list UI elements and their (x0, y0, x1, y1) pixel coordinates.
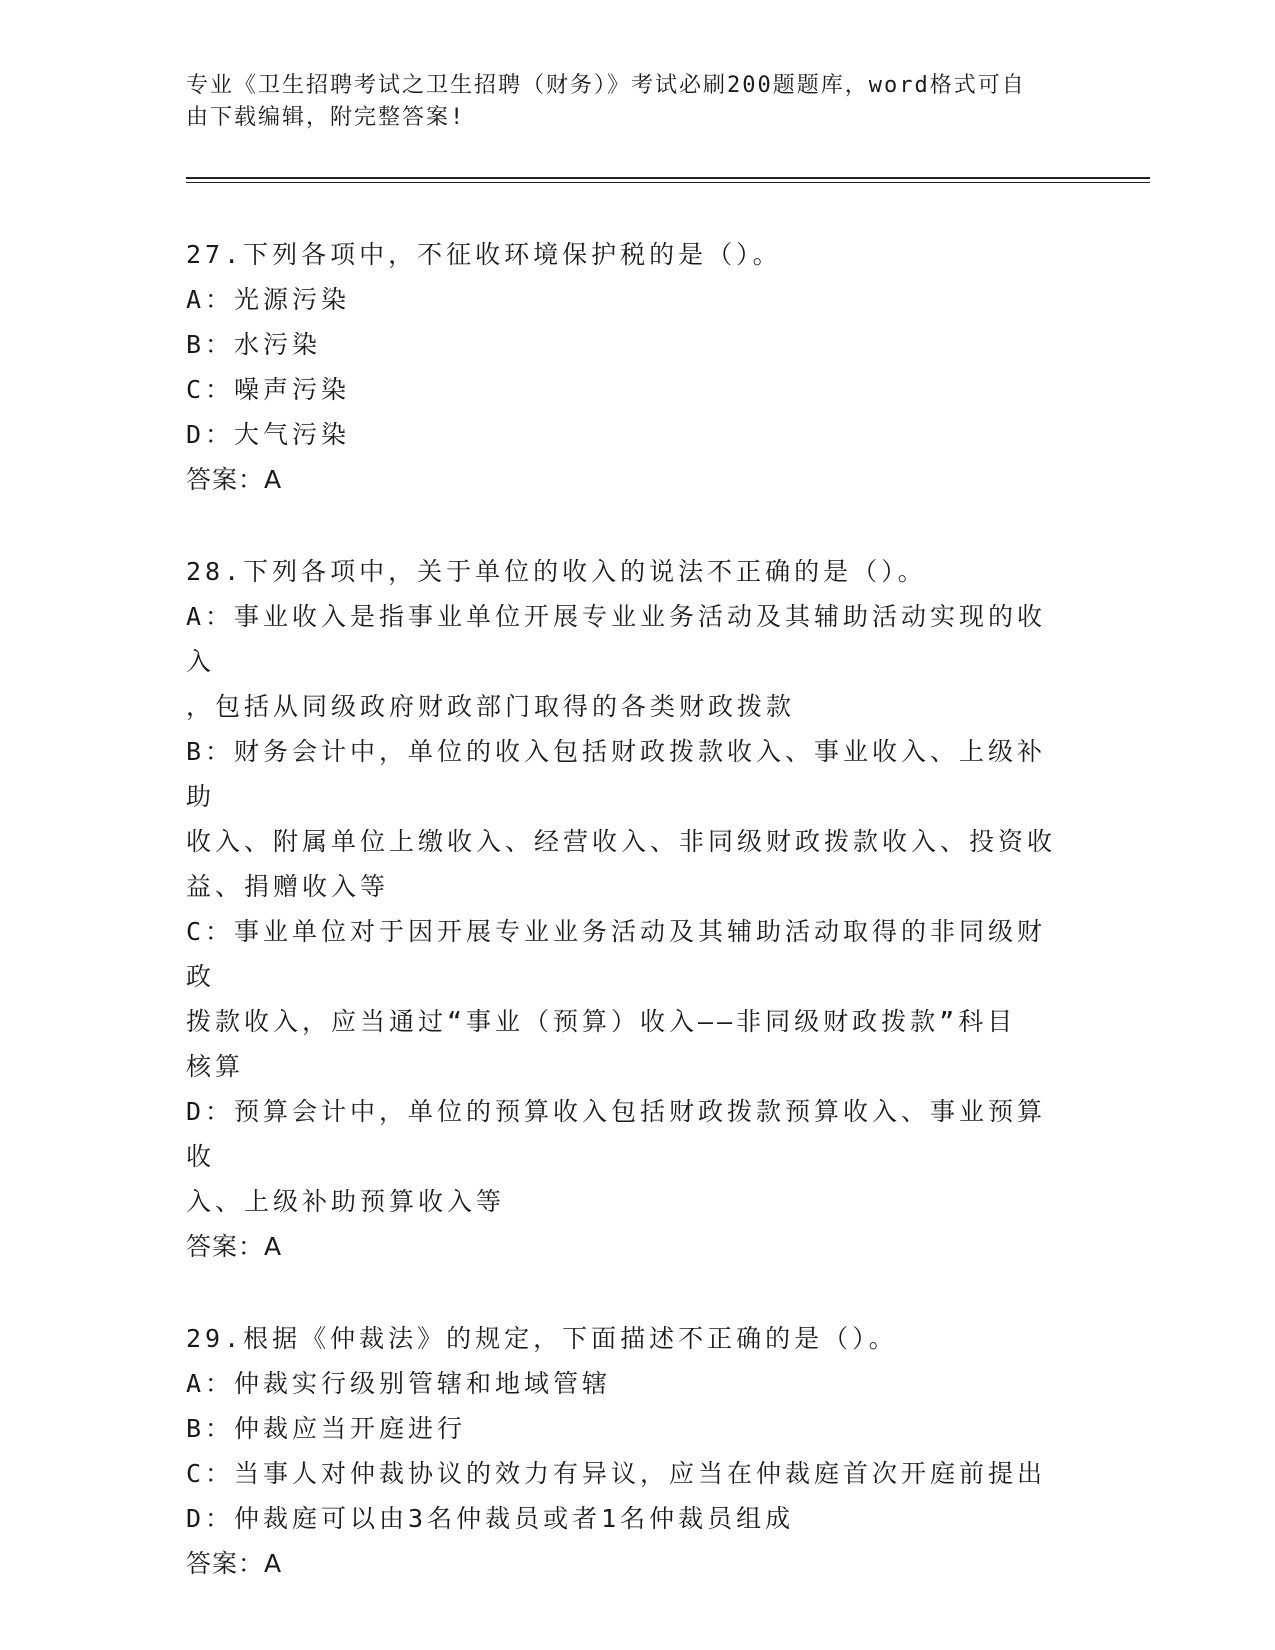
answer-text: 答案：A (186, 1549, 283, 1578)
option-d (186, 1496, 1066, 1541)
option-c (186, 909, 1066, 1089)
question-28 (186, 549, 1066, 1269)
option-line: 益、捐赠收入等 (186, 872, 390, 901)
option-b (186, 322, 1066, 367)
option-a (186, 277, 1066, 322)
option-line: D：仲裁庭可以由3名仲裁员或者1名仲裁员组成 (186, 1504, 795, 1533)
option-line: 收入、附属单位上缴收入、经营收入、非同级财政拨款收入、投资收 (186, 827, 1057, 856)
question-list (186, 232, 1066, 1633)
question-stem: 27.下列各项中，不征收环境保护税的是（）。 (186, 240, 782, 269)
option-a (186, 1361, 1066, 1406)
option-line: 拨款收入，应当通过“事业（预算）收入——非同级财政拨款”科目 (186, 1007, 1017, 1036)
option-line: ，包括从同级政府财政部门取得的各类财政拨款 (186, 692, 796, 721)
question-stem: 28.下列各项中，关于单位的收入的说法不正确的是（）。 (186, 557, 927, 586)
option-a (186, 594, 1066, 729)
header-divider-thin (186, 182, 1150, 183)
option-line: A：仲裁实行级别管辖和地域管辖 (186, 1369, 612, 1398)
option-line: B：财务会计中，单位的收入包括财政拨款收入、事业收入、上级补助 (186, 737, 1047, 811)
option-d (186, 1089, 1066, 1224)
option-c (186, 1451, 1066, 1496)
header-divider-thick (186, 177, 1150, 179)
option-line: C：当事人对仲裁协议的效力有异议，应当在仲裁庭首次开庭前提出 (186, 1459, 1047, 1488)
question-27 (186, 232, 1066, 502)
option-line: 入、上级补助预算收入等 (186, 1187, 506, 1216)
document-header (186, 70, 1066, 134)
option-line: 核算 (186, 1052, 245, 1081)
option-line: D：大气污染 (186, 420, 351, 449)
question-stem: 29.根据《仲裁法》的规定，下面描述不正确的是（）。 (186, 1324, 898, 1353)
option-line: B：水污染 (186, 330, 322, 359)
header-line-1: 专业《卫生招聘考试之卫生招聘（财务）》考试必刷200题题库，word格式可自 (186, 73, 1026, 98)
answer-text: 答案：A (186, 1232, 283, 1261)
question-29 (186, 1316, 1066, 1586)
option-b (186, 729, 1066, 909)
option-line: D：预算会计中，单位的预算收入包括财政拨款预算收入、事业预算收 (186, 1097, 1047, 1171)
option-d (186, 412, 1066, 457)
option-c (186, 367, 1066, 412)
option-line: C：事业单位对于因开展专业业务活动及其辅助活动取得的非同级财政 (186, 917, 1047, 991)
option-b (186, 1406, 1066, 1451)
answer-text: 答案：A (186, 465, 283, 494)
option-line: B：仲裁应当开庭进行 (186, 1414, 467, 1443)
option-line: A：光源污染 (186, 285, 351, 314)
option-line: C：噪声污染 (186, 375, 351, 404)
option-line: A：事业收入是指事业单位开展专业业务活动及其辅助活动实现的收入 (186, 602, 1047, 676)
header-line-2: 由下载编辑，附完整答案! (186, 105, 466, 130)
